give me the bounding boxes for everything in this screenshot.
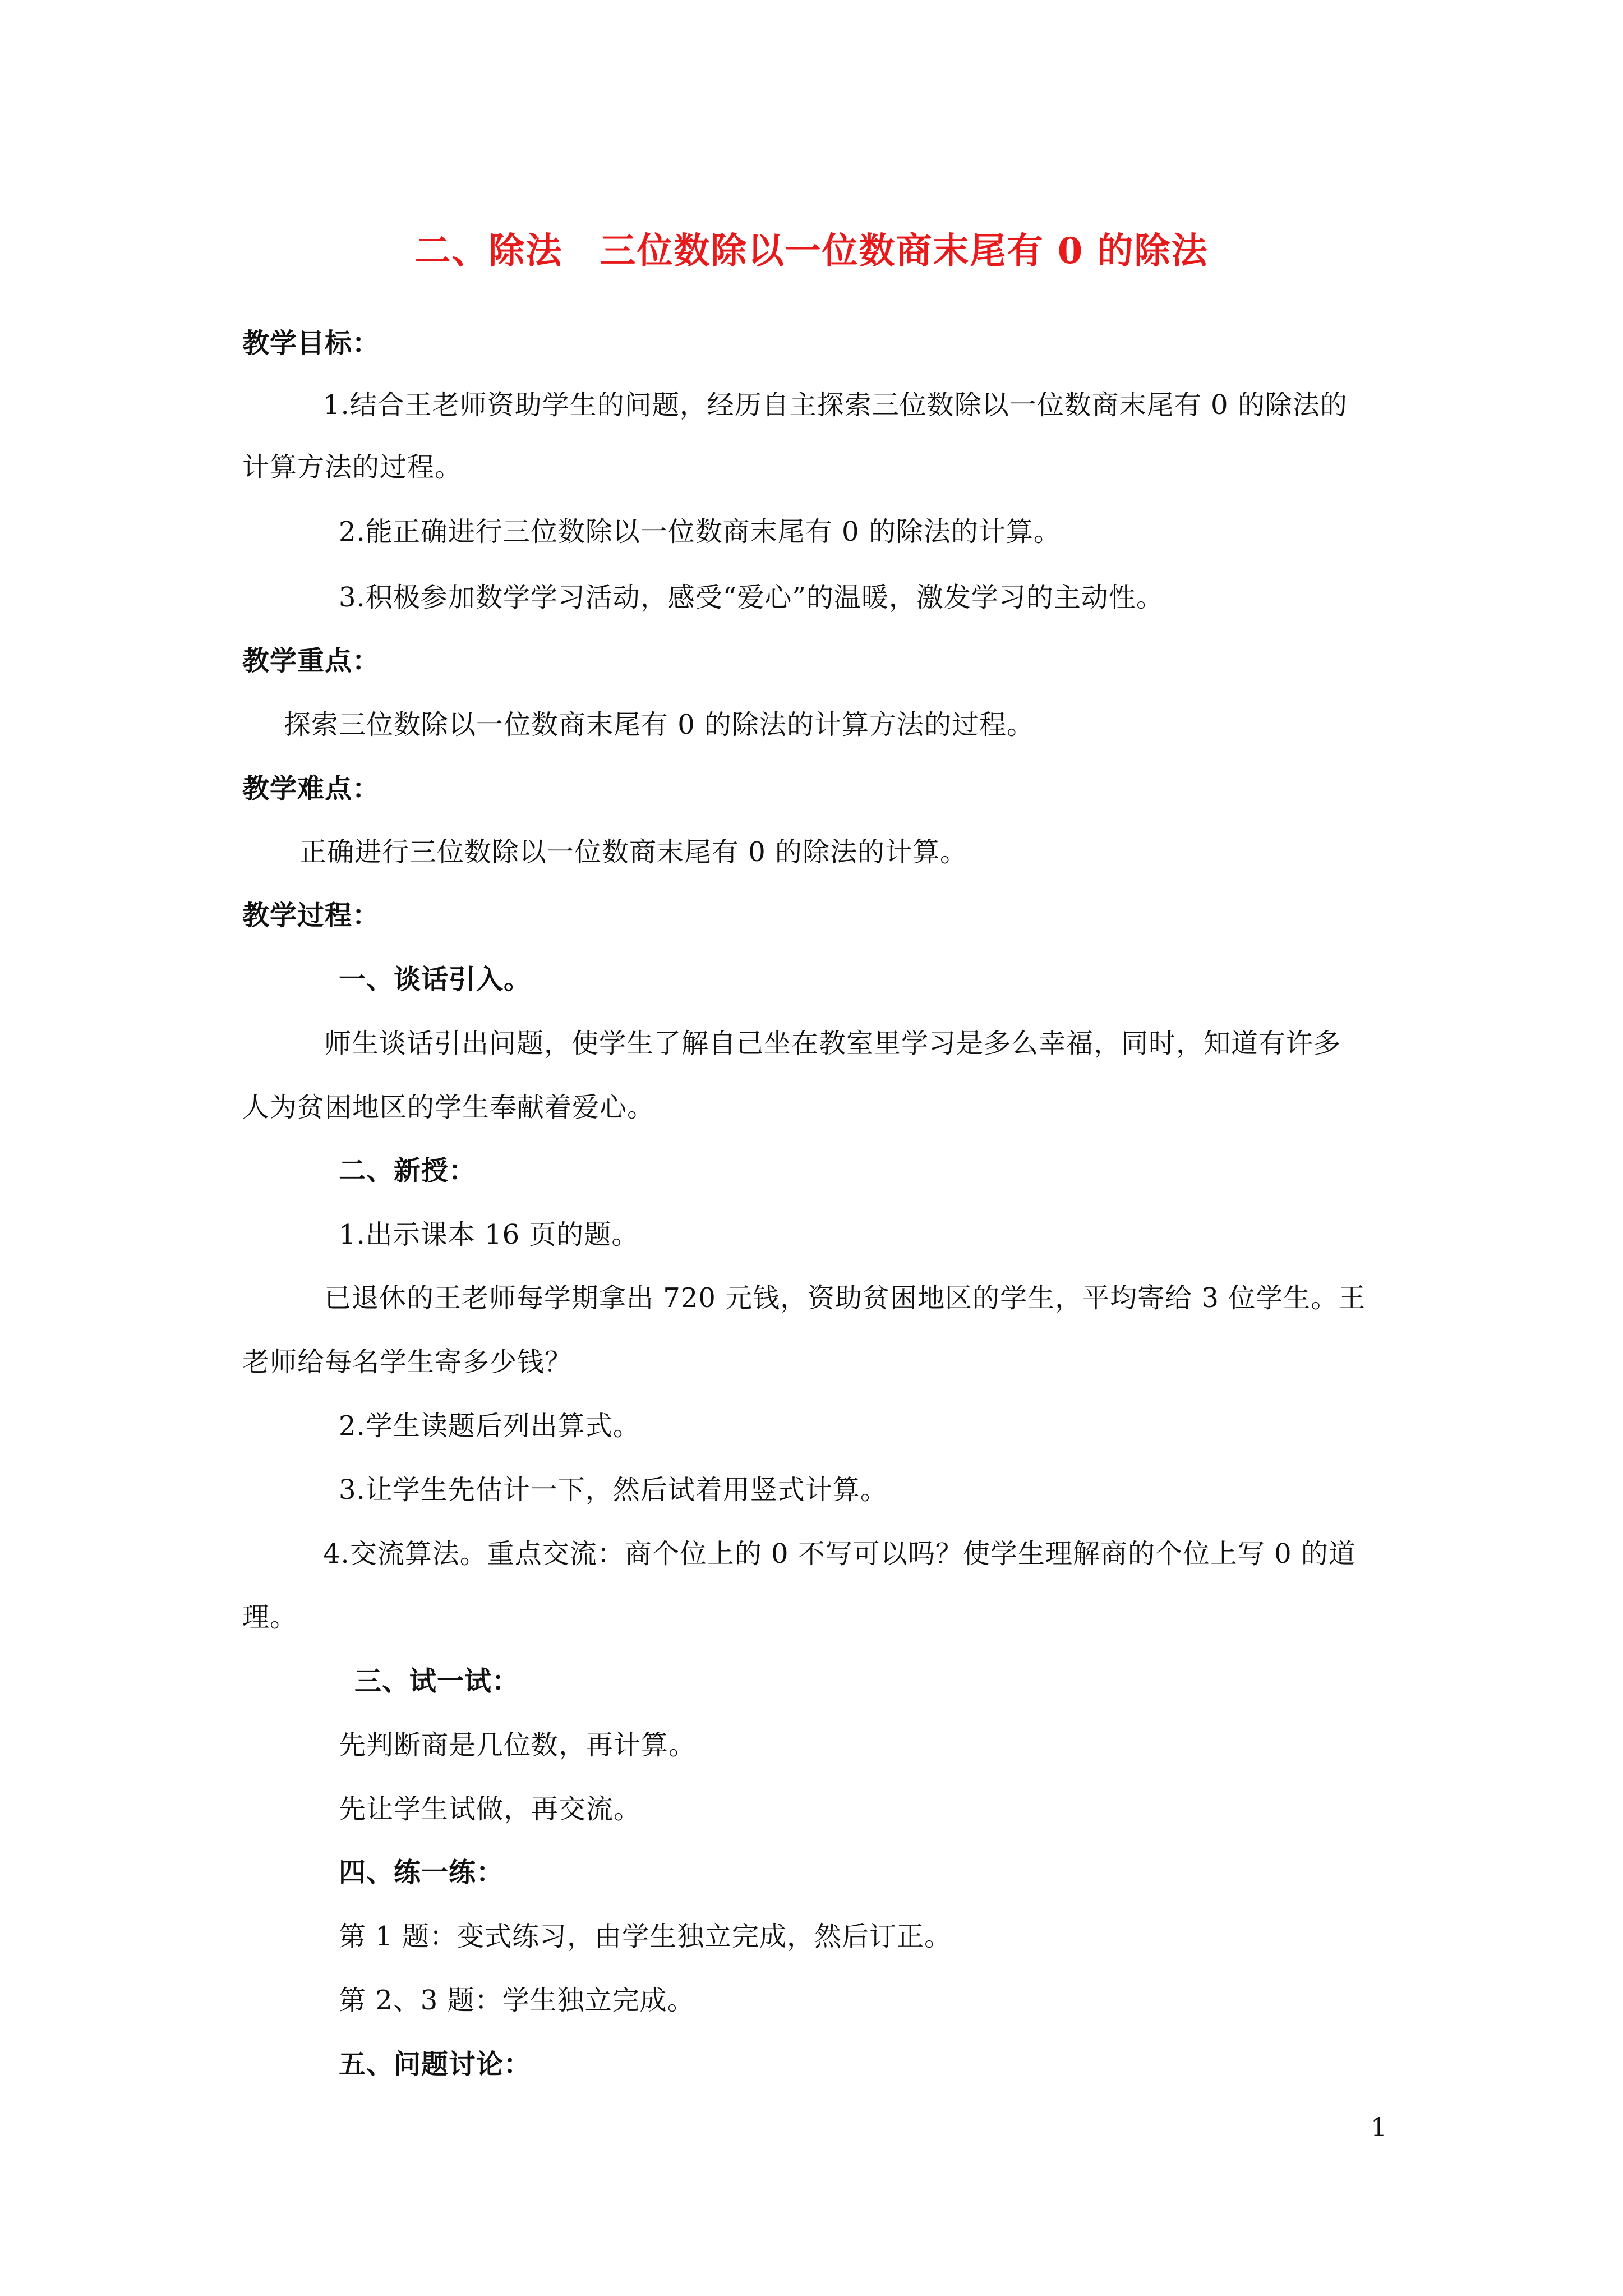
section-2-heading: 二、新授： (339, 1155, 477, 1186)
problem-text-line-2: 老师给每名学生寄多少钱？ (242, 1346, 573, 1378)
difficulty-text: 正确进行三位数除以一位数商末尾有 0 的除法的计算。 (299, 836, 968, 868)
section-2-item-1: 1.出示课本 16 页的题。 (339, 1219, 639, 1250)
key-point-text: 探索三位数除以一位数商末尾有 0 的除法的计算方法的过程。 (284, 709, 1035, 740)
section-2-item-4-line-2: 理。 (242, 1602, 298, 1633)
teaching-goals-heading: 教学目标： (242, 328, 380, 359)
goal-3: 3.积极参加数学学习活动，感受“爱心”的温暖，激发学习的主动性。 (339, 582, 1164, 613)
difficulty-heading: 教学难点： (242, 773, 380, 804)
goal-1-line-2: 计算方法的过程。 (242, 452, 463, 483)
section-1-text-line-1: 师生谈话引出问题，使学生了解自己坐在教室里学习是多么幸福，同时，知道有许多 (324, 1028, 1341, 1059)
key-point-heading: 教学重点： (242, 645, 380, 677)
section-2-item-2: 2.学生读题后列出算式。 (339, 1410, 640, 1442)
section-4-item-2: 第 2、3 题：学生独立完成。 (339, 1985, 695, 2016)
section-3-heading: 三、试一试： (354, 1665, 520, 1697)
section-5-heading: 五、问题讨论： (339, 2049, 532, 2080)
section-1-heading: 一、谈话引入。 (339, 964, 532, 995)
section-4-item-1: 第 1 题：变式练习，由学生独立完成，然后订正。 (339, 1921, 952, 1952)
page-number: 1 (1371, 2112, 1387, 2142)
section-2-item-3: 3.让学生先估计一下，然后试着用竖式计算。 (339, 1474, 888, 1506)
section-1-text-line-2: 人为贫困地区的学生奉献着爱心。 (242, 1092, 655, 1123)
section-4-heading: 四、练一练： (339, 1857, 504, 1888)
problem-text-line-1: 已退休的王老师每学期拿出 720 元钱，资助贫困地区的学生，平均寄给 3 位学生。王 (324, 1282, 1366, 1314)
goal-1-line-1: 1.结合王老师资助学生的问题，经历自主探索三位数除以一位数商末尾有 0 的除法的 (323, 389, 1348, 421)
process-heading: 教学过程： (242, 900, 380, 931)
document-title: 二、除法 三位数除以一位数商末尾有 0 的除法 (414, 230, 1209, 272)
section-2-item-4-line-1: 4.交流算法。重点交流：商个位上的 0 不写可以吗？使学生理解商的个位上写 0 的道 (323, 1538, 1356, 1570)
section-3-text-1: 先判断商是几位数，再计算。 (339, 1729, 697, 1761)
goal-2: 2.能正确进行三位数除以一位数商末尾有 0 的除法的计算。 (339, 516, 1061, 547)
section-3-text-2: 先让学生试做，再交流。 (339, 1793, 642, 1825)
